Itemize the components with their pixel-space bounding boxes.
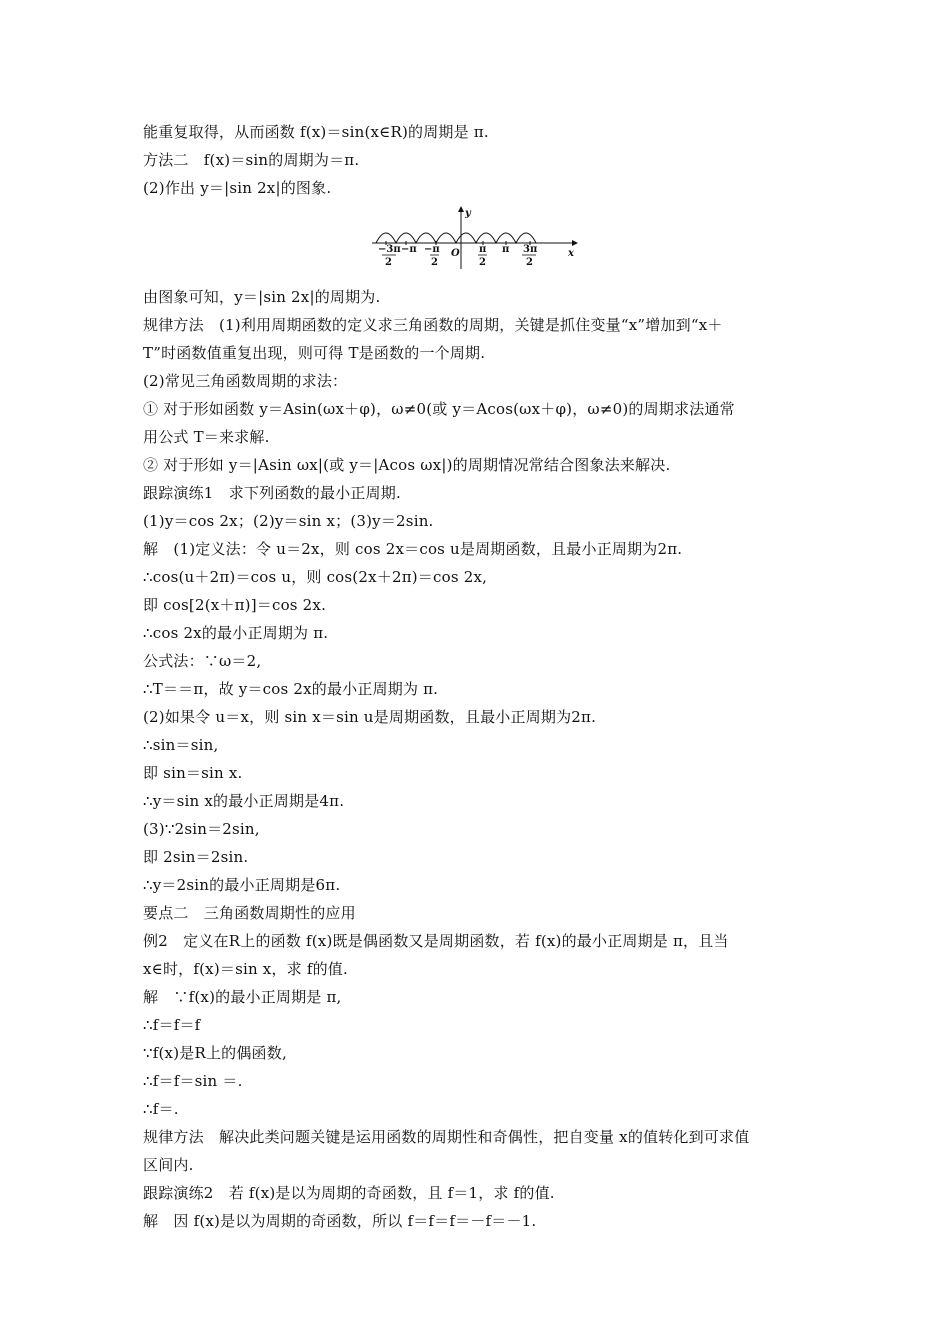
text-line: ② 对于形如 y＝|Asin ωx|(或 y＝|Acos ωx|)的周期情况常结合图象法来解决. <box>143 456 671 474</box>
text-line: 方法二 f(x)＝sin的周期为＝π. <box>143 151 360 169</box>
curve-abs-sin-2x <box>376 233 536 243</box>
text-line: 能重复取得，从而函数 f(x)＝sin(x∈R)的周期是 π. <box>143 123 489 141</box>
text-line: 要点二 三角函数周期性的应用 <box>143 904 356 922</box>
svg-text:2: 2 <box>431 257 438 268</box>
text-line: ∴cos(u＋2π)＝cos u，则 cos(2x＋2π)＝cos 2x, <box>143 568 488 586</box>
text-line: ∴f＝f＝sin ＝. <box>143 1072 243 1090</box>
svg-text:2: 2 <box>479 257 486 268</box>
text-line: (2)常见三角函数周期的求法： <box>143 372 348 390</box>
text-line: ∴f＝. <box>143 1100 179 1118</box>
abs-sin-2x-graph <box>372 203 582 271</box>
text-line: x∈时，f(x)＝sin x，求 f的值. <box>143 960 348 978</box>
text-line: 规律方法 解决此类问题关键是运用函数的周期性和奇偶性，把自变量 x的值转化到可求值 <box>143 1128 750 1146</box>
y-axis-label: y <box>465 208 471 219</box>
origin-label: O <box>451 248 460 259</box>
text-line: 用公式 T＝来求解. <box>143 428 270 446</box>
svg-text:2: 2 <box>385 257 392 268</box>
svg-text:−3π: −3π <box>378 244 401 255</box>
tick-label-neg-pi-2 <box>424 244 440 268</box>
tick-label-neg-pi: −π <box>401 244 417 255</box>
text-line: 解 ∵f(x)的最小正周期是 π, <box>143 988 342 1006</box>
y-axis-arrow-icon <box>458 206 464 212</box>
svg-text:−π: −π <box>424 244 440 255</box>
svg-text:2: 2 <box>526 257 533 268</box>
graph-svg <box>372 203 582 271</box>
text-line: ∴T＝＝π，故 y＝cos 2x的最小正周期为 π. <box>143 680 439 698</box>
text-line: 区间内. <box>143 1156 194 1174</box>
svg-text:π: π <box>479 244 487 255</box>
text-line: 公式法：∵ω＝2, <box>143 652 262 670</box>
tick-label-pi: π <box>502 244 510 255</box>
text-line: ∴y＝sin x的最小正周期是4π. <box>143 792 345 810</box>
text-line: 由图象可知，y＝|sin 2x|的周期为. <box>143 288 381 306</box>
text-line: T”时函数值重复出现，则可得 T是函数的一个周期. <box>143 344 486 362</box>
text-line: (2)如果令 u＝x，则 sin x＝sin u是周期函数，且最小正周期为2π. <box>143 708 597 726</box>
text-line: ∵f(x)是R上的偶函数, <box>143 1044 287 1062</box>
text-line: 跟踪演练2 若 f(x)是以为周期的奇函数，且 f＝1，求 f的值. <box>143 1184 555 1202</box>
x-axis-arrow-icon <box>572 240 578 246</box>
text-line: ∴y＝2sin的最小正周期是6π. <box>143 876 341 894</box>
text-line: (2)作出 y＝|sin 2x|的图象. <box>143 179 332 197</box>
text-line: ∴f＝f＝f <box>143 1016 201 1034</box>
text-line: ∴cos 2x的最小正周期为 π. <box>143 624 329 642</box>
text-line: 即 2sin＝2sin. <box>143 848 249 866</box>
tick-label-pi-2 <box>478 244 487 268</box>
text-line: 规律方法 (1)利用周期函数的定义求三角函数的周期，关键是抓住变量“x”增加到“x＋ <box>143 316 723 334</box>
text-line: 解 因 f(x)是以为周期的奇函数，所以 f＝f＝f＝－f＝－1. <box>143 1212 537 1230</box>
text-line: 即 sin＝sin x. <box>143 764 243 782</box>
tick-label-3pi-2 <box>522 244 537 268</box>
text-line: 即 cos[2(x＋π)]＝cos 2x. <box>143 596 327 614</box>
text-line: (1)y＝cos 2x；(2)y＝sin x；(3)y＝2sin. <box>143 512 434 530</box>
text-line: ∴sin＝sin, <box>143 736 219 754</box>
text-line: 跟踪演练1 求下列函数的最小正周期. <box>143 484 401 502</box>
text-line: ① 对于形如函数 y＝Asin(ωx＋φ)，ω≠0(或 y＝Acos(ωx＋φ)，ω≠0)的周期求法通常 <box>143 400 735 418</box>
text-line: 例2 定义在R上的函数 f(x)既是偶函数又是周期函数，若 f(x)的最小正周期是 π，且当 <box>143 932 729 950</box>
tick-label-neg-3pi-2 <box>378 244 401 268</box>
text-line: (3)∵2sin＝2sin, <box>143 820 260 838</box>
svg-text:3π: 3π <box>523 244 538 255</box>
text-line: 解 (1)定义法：令 u＝2x，则 cos 2x＝cos u是周期函数，且最小正周期为2π. <box>143 540 683 558</box>
x-axis-label: x <box>568 248 574 259</box>
